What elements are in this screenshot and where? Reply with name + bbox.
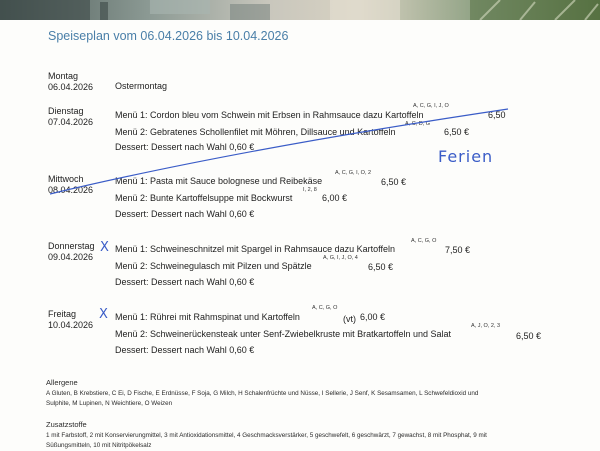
allergen-codes: A, C, D, G [405,121,431,127]
allergen-codes: A, G, I, J, O, 4 [323,255,358,261]
allergene-line: Sulphite, M Lupinen, N Weichtiere, O Weizen [46,400,173,407]
allergen-codes: A, C, G, O [411,238,437,244]
dessert-text: Dessert: Dessert nach Wahl 0,60 € [115,142,255,152]
allergen-codes: A, J, O, 2, 3 [471,323,501,329]
menu-price: 6,50 € [444,127,470,137]
menu-1-text: Menü 1: Schweineschnitzel mit Spargel in Rahmsauce dazu Kartoffeln [115,244,395,254]
menu-1-text: Menü 1: Pasta mit Sauce bolognese und Reibekäse [115,176,323,186]
handwritten-cross-icon: X [100,240,109,255]
day-name: Donnerstag [48,241,95,251]
allergen-codes: A, C, G, I, O, 2 [335,170,372,176]
menu-price: 6,50 € [516,331,542,341]
menu-2-text: Menü 2: Bunte Kartoffelsuppe mit Bockwurst [115,193,293,203]
day-label-donnerstag [48,241,95,263]
day-date: 07.04.2026 [48,117,94,127]
menu-2-text: Menü 2: Gebratenes Schollenfilet mit Möhren, Dillsauce und Kartoffeln [115,127,396,137]
handwritten-cross-icon: X [99,307,108,322]
page-title: Speiseplan vom 06.04.2026 bis 10.04.2026 [48,29,289,43]
day-name: Mittwoch [48,174,84,184]
day-date: 08.04.2026 [48,185,94,195]
allergene-line: A Gluten, B Krebstiere, C Ei, D Fische, E Erdnüsse, F Soja, G Milch, H Schalenfrüchte und Nüsse, I Sellerie, J Senf, K Sesamsamen, L Schwefeldioxid und [46,390,479,397]
menu-price: 6,00 € [360,312,386,322]
dessert-text: Dessert: Dessert nach Wahl 0,60 € [115,345,255,355]
menu-price: 6,50 [488,110,506,120]
menu-1-text: Menü 1: Cordon bleu vom Schwein mit Erbsen in Rahmsauce dazu Kartoffeln [115,110,424,120]
day-date: 10.04.2026 [48,320,94,330]
zusatzstoffe-heading: Zusatzstoffe [46,420,87,429]
allergen-codes: A, C, G, I, J, O [413,103,449,109]
day-label-mittwoch [48,174,93,196]
zusatzstoffe-line: Süßungsmitteln, 10 mit Nitritpökelsalz [46,442,152,449]
holiday-note: Ostermontag [115,81,168,91]
day-name: Dienstag [48,106,84,116]
day-label-freitag [48,309,93,331]
menu-price: 6,00 € [322,193,348,203]
day-date: 06.04.2026 [48,82,94,92]
day-label-montag [48,71,93,93]
dessert-text: Dessert: Dessert nach Wahl 0,60 € [115,277,255,287]
allergen-codes: I, 2, 8 [303,187,317,193]
zusatzstoffe-line: 1 mit Farbstoff, 2 mit Konservierungmittel, 3 mit Antioxidationsmittel, 4 Geschmacksverstärker, 5 geschwefelt, 6 geschwärzt, 7 gewachst, 8 mit Phosphat, 9 mit [46,432,487,439]
menu-vegetarian-tag: (vt) [343,314,356,324]
menu-1-text: Menü 1: Rührei mit Rahmspinat und Kartoffeln [115,312,300,322]
day-date: 09.04.2026 [48,252,94,262]
header-photo [0,0,600,20]
menu-price: 6,50 € [381,177,407,187]
day-name: Montag [48,71,79,81]
menu-price: 7,50 € [445,245,471,255]
allergene-heading: Allergene [46,378,78,387]
dessert-text: Dessert: Dessert nach Wahl 0,60 € [115,209,255,219]
day-name: Freitag [48,309,77,319]
menu-2-text: Menü 2: Schweinegulasch mit Pilzen und Spätzle [115,261,312,271]
menu-price: 6,50 € [368,262,394,272]
handwritten-note: Ferien [438,147,494,166]
day-label-dienstag [48,106,93,128]
menu-2-text: Menü 2: Schweinerückensteak unter Senf-Zwiebelkruste mit Bratkartoffeln und Salat [115,329,452,339]
allergen-codes: A, C, G, O [312,305,338,311]
